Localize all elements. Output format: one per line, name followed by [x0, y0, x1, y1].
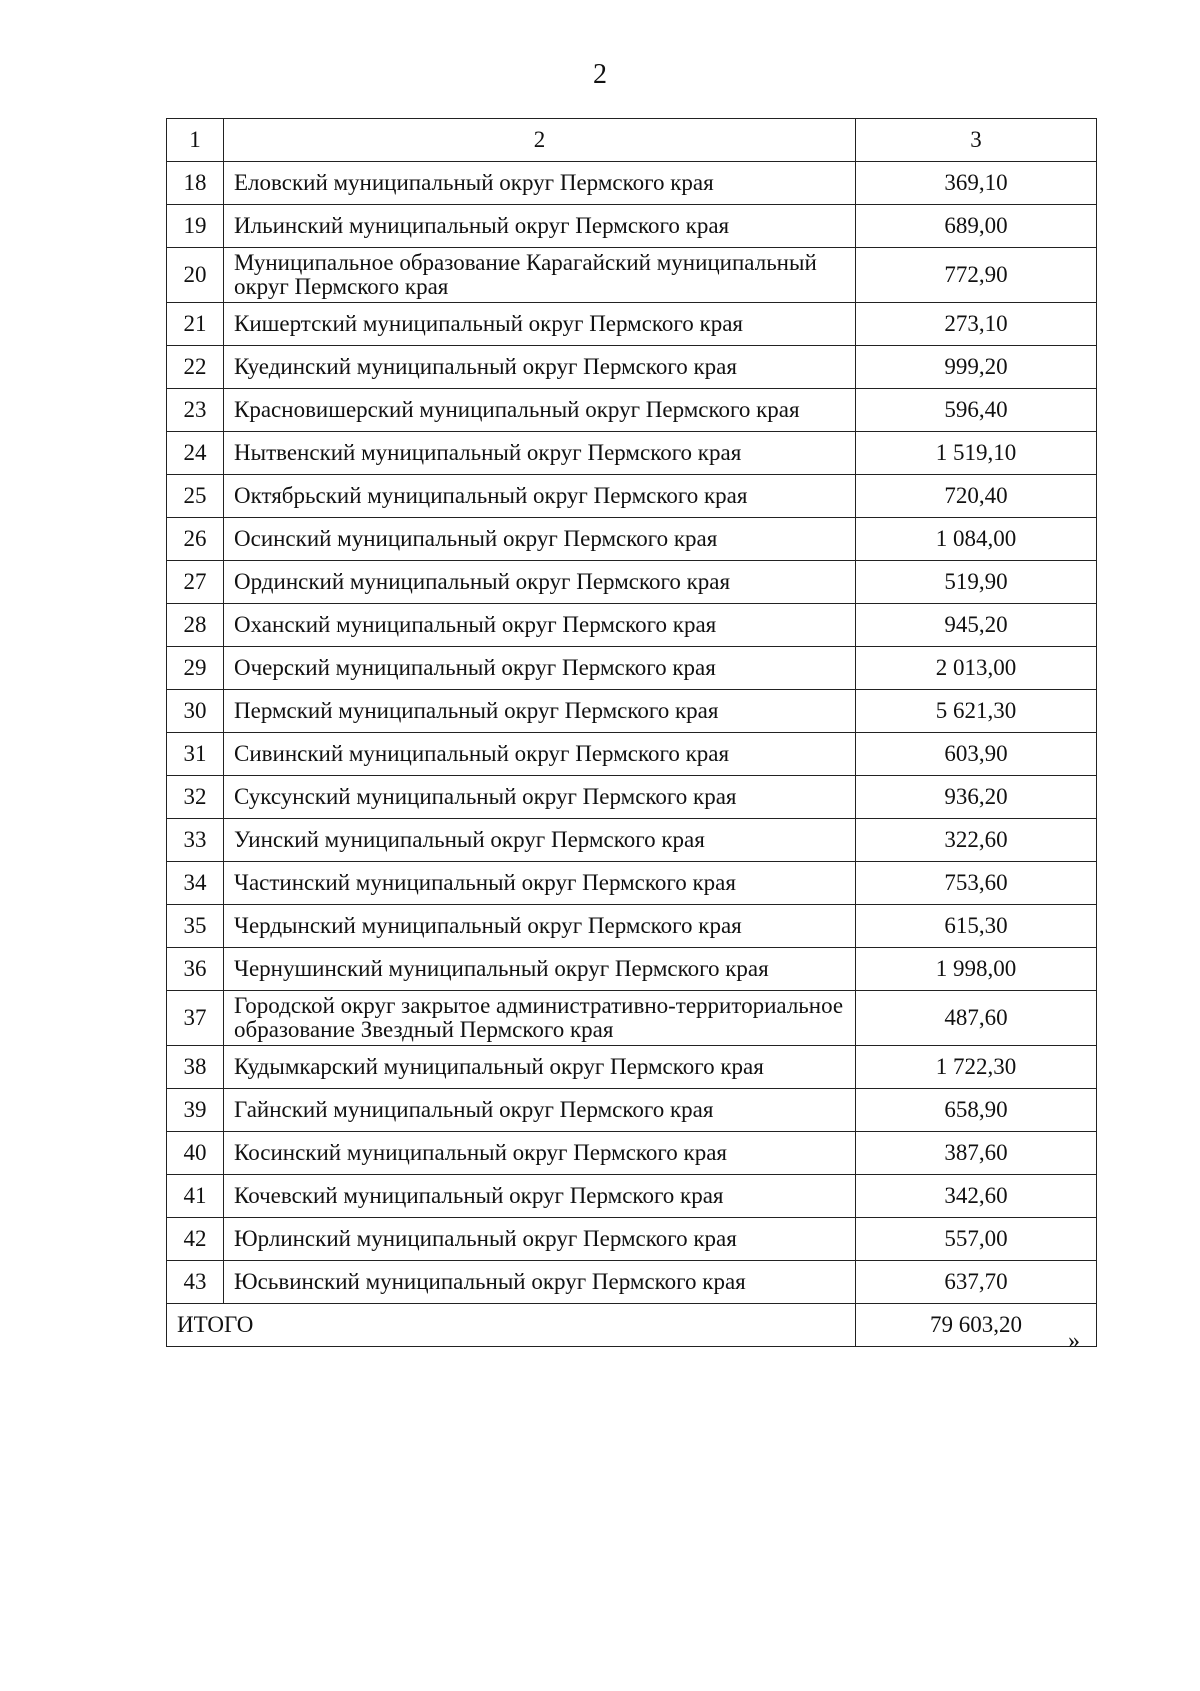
row-number: 31	[167, 733, 224, 776]
header-col-2: 2	[224, 119, 856, 162]
row-number: 18	[167, 162, 224, 205]
amount-value: 342,60	[856, 1175, 1097, 1218]
page-number: 2	[593, 59, 607, 90]
municipality-name: Гайнский муниципальный округ Пермского края	[224, 1089, 856, 1132]
table-row	[167, 561, 1097, 604]
row-number: 37	[167, 991, 224, 1046]
row-number: 29	[167, 647, 224, 690]
row-number: 35	[167, 905, 224, 948]
municipality-name: Частинский муниципальный округ Пермского края	[224, 862, 856, 905]
row-number: 43	[167, 1261, 224, 1304]
amount-value: 772,90	[856, 248, 1097, 303]
municipality-name: Ильинский муниципальный округ Пермского края	[224, 205, 856, 248]
municipality-name: Городской округ закрытое административно-территориальное образование Звездный Пермского края	[224, 991, 856, 1046]
municipality-name: Нытвенский муниципальный округ Пермского края	[224, 432, 856, 475]
amount-value: 596,40	[856, 389, 1097, 432]
table-row	[167, 1261, 1097, 1304]
municipality-name: Сивинский муниципальный округ Пермского края	[224, 733, 856, 776]
amount-value: 557,00	[856, 1218, 1097, 1261]
table-row	[167, 248, 1097, 303]
row-number: 25	[167, 475, 224, 518]
table-row	[167, 389, 1097, 432]
table-row	[167, 948, 1097, 991]
table-row	[167, 1132, 1097, 1175]
row-number: 41	[167, 1175, 224, 1218]
amount-value: 936,20	[856, 776, 1097, 819]
row-number: 39	[167, 1089, 224, 1132]
row-number: 42	[167, 1218, 224, 1261]
row-number: 26	[167, 518, 224, 561]
table-row	[167, 1046, 1097, 1089]
amount-value: 615,30	[856, 905, 1097, 948]
municipality-name: Оханский муниципальный округ Пермского края	[224, 604, 856, 647]
amount-value: 1 998,00	[856, 948, 1097, 991]
amount-value: 1 722,30	[856, 1046, 1097, 1089]
amount-value: 637,70	[856, 1261, 1097, 1304]
table-row	[167, 647, 1097, 690]
amount-value: 5 621,30	[856, 690, 1097, 733]
municipality-name: Октябрьский муниципальный округ Пермского края	[224, 475, 856, 518]
amount-value: 658,90	[856, 1089, 1097, 1132]
row-number: 19	[167, 205, 224, 248]
table-row	[167, 776, 1097, 819]
table-row	[167, 1175, 1097, 1218]
amount-value: 1 519,10	[856, 432, 1097, 475]
row-number: 30	[167, 690, 224, 733]
amount-value: 720,40	[856, 475, 1097, 518]
amount-value: 322,60	[856, 819, 1097, 862]
amount-value: 387,60	[856, 1132, 1097, 1175]
municipality-name: Кочевский муниципальный округ Пермского края	[224, 1175, 856, 1218]
table-header-row	[167, 119, 1097, 162]
row-number: 21	[167, 303, 224, 346]
municipality-name: Пермский муниципальный округ Пермского края	[224, 690, 856, 733]
row-number: 32	[167, 776, 224, 819]
table-row	[167, 905, 1097, 948]
amount-value: 487,60	[856, 991, 1097, 1046]
table-row	[167, 346, 1097, 389]
table-row	[167, 604, 1097, 647]
municipality-name: Чердынский муниципальный округ Пермского края	[224, 905, 856, 948]
amount-value: 999,20	[856, 346, 1097, 389]
municipality-name: Осинский муниципальный округ Пермского края	[224, 518, 856, 561]
amount-value: 1 084,00	[856, 518, 1097, 561]
table-row	[167, 690, 1097, 733]
municipality-name: Кишертский муниципальный округ Пермского края	[224, 303, 856, 346]
row-number: 28	[167, 604, 224, 647]
table-row	[167, 518, 1097, 561]
row-number: 27	[167, 561, 224, 604]
table-row	[167, 475, 1097, 518]
total-label: ИТОГО	[167, 1304, 856, 1347]
table-row	[167, 1218, 1097, 1261]
municipality-name: Куединский муниципальный округ Пермского края	[224, 346, 856, 389]
table-row	[167, 303, 1097, 346]
table-row	[167, 733, 1097, 776]
row-number: 38	[167, 1046, 224, 1089]
table-row	[167, 991, 1097, 1046]
row-number: 24	[167, 432, 224, 475]
amount-value: 753,60	[856, 862, 1097, 905]
municipality-name: Ординский муниципальный округ Пермского края	[224, 561, 856, 604]
municipality-name: Косинский муниципальный округ Пермского края	[224, 1132, 856, 1175]
table-row	[167, 1089, 1097, 1132]
row-number: 40	[167, 1132, 224, 1175]
allocation-table	[166, 118, 1097, 1347]
municipality-name: Красновишерский муниципальный округ Пермского края	[224, 389, 856, 432]
amount-value: 2 013,00	[856, 647, 1097, 690]
table-row	[167, 205, 1097, 248]
table-row	[167, 819, 1097, 862]
municipality-name: Юсьвинский муниципальный округ Пермского края	[224, 1261, 856, 1304]
total-row	[167, 1304, 1097, 1347]
municipality-name: Еловский муниципальный округ Пермского края	[224, 162, 856, 205]
municipality-name: Чернушинский муниципальный округ Пермского края	[224, 948, 856, 991]
table-row	[167, 162, 1097, 205]
header-col-1: 1	[167, 119, 224, 162]
row-number: 20	[167, 248, 224, 303]
header-col-3: 3	[856, 119, 1097, 162]
amount-value: 273,10	[856, 303, 1097, 346]
amount-value: 369,10	[856, 162, 1097, 205]
municipality-name: Очерский муниципальный округ Пермского края	[224, 647, 856, 690]
closing-quote: »	[1068, 1328, 1080, 1354]
total-value: 79 603,20	[856, 1304, 1097, 1347]
table-row	[167, 862, 1097, 905]
amount-value: 945,20	[856, 604, 1097, 647]
amount-value: 603,90	[856, 733, 1097, 776]
row-number: 36	[167, 948, 224, 991]
amount-value: 689,00	[856, 205, 1097, 248]
municipality-name: Уинский муниципальный округ Пермского края	[224, 819, 856, 862]
amount-value: 519,90	[856, 561, 1097, 604]
row-number: 23	[167, 389, 224, 432]
row-number: 34	[167, 862, 224, 905]
row-number: 33	[167, 819, 224, 862]
municipality-name: Юрлинский муниципальный округ Пермского края	[224, 1218, 856, 1261]
municipality-name: Кудымкарский муниципальный округ Пермского края	[224, 1046, 856, 1089]
table-row	[167, 432, 1097, 475]
municipality-name: Суксунский муниципальный округ Пермского края	[224, 776, 856, 819]
row-number: 22	[167, 346, 224, 389]
municipality-name: Муниципальное образование Карагайский муниципальный округ Пермского края	[224, 248, 856, 303]
